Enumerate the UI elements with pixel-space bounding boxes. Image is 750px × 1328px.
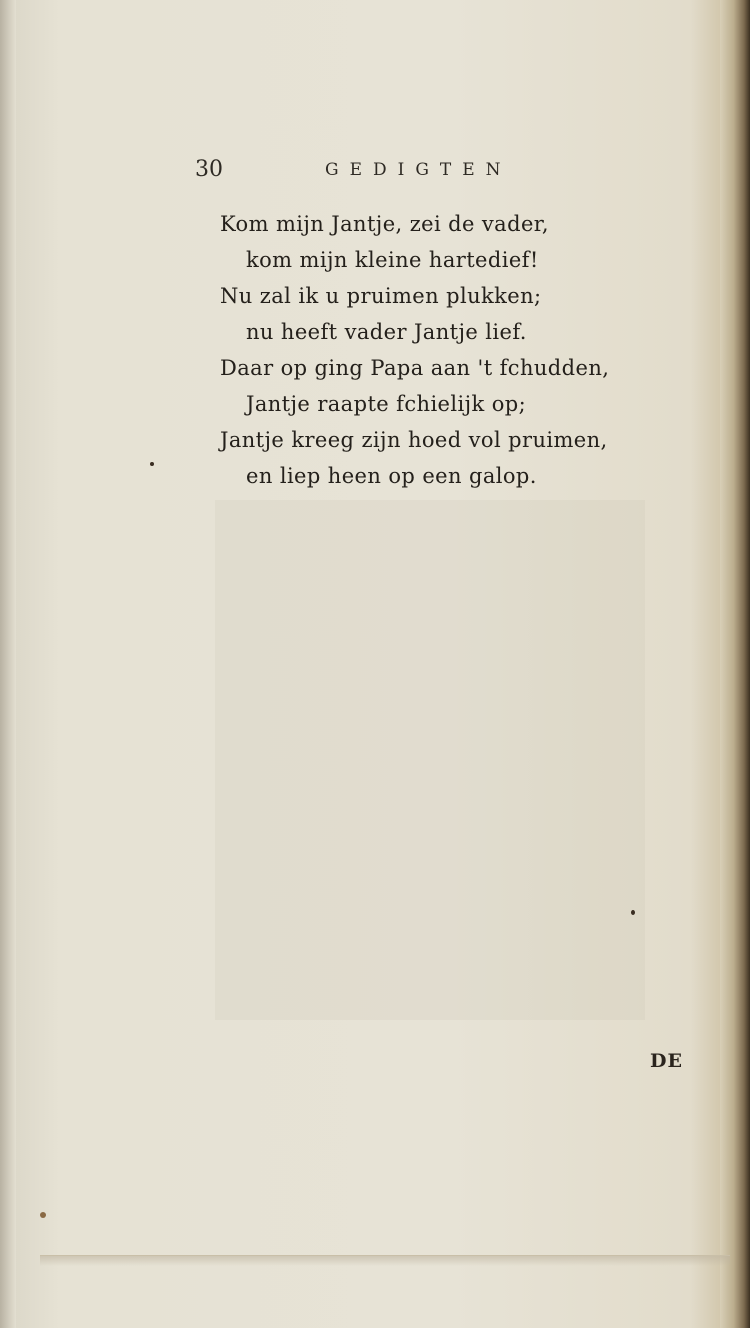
poem-line-5: Daar op ging Papa aan 't fchudden, — [220, 356, 610, 380]
poem-line-1: Kom mijn Jantje, zei de vader, — [220, 212, 549, 236]
poem-line-7: Jantje kreeg zijn hoed vol pruimen, — [220, 428, 608, 452]
poem-line-2: kom mijn kleine hartedief! — [246, 248, 539, 272]
poem-line-8: en liep heen op een galop. — [246, 464, 537, 488]
ink-speck — [150, 462, 154, 466]
page-bottom-fold — [40, 1255, 730, 1266]
catchword: DE — [650, 1050, 683, 1072]
poem-line-3: Nu zal ik u pruimen plukken; — [220, 284, 542, 308]
page-left-edge — [0, 0, 16, 1328]
poem-line-6: Jantje raapte fchielijk op; — [246, 392, 527, 416]
stain-speck — [40, 1212, 46, 1218]
ink-speck — [631, 910, 635, 915]
page-header — [190, 150, 560, 190]
page-number: 30 — [195, 157, 223, 182]
page-right-edge — [720, 0, 750, 1328]
poem-line-4: nu heeft vader Jantje lief. — [246, 320, 527, 344]
running-head: GEDIGTEN — [325, 160, 512, 180]
show-through-area — [215, 500, 645, 1020]
